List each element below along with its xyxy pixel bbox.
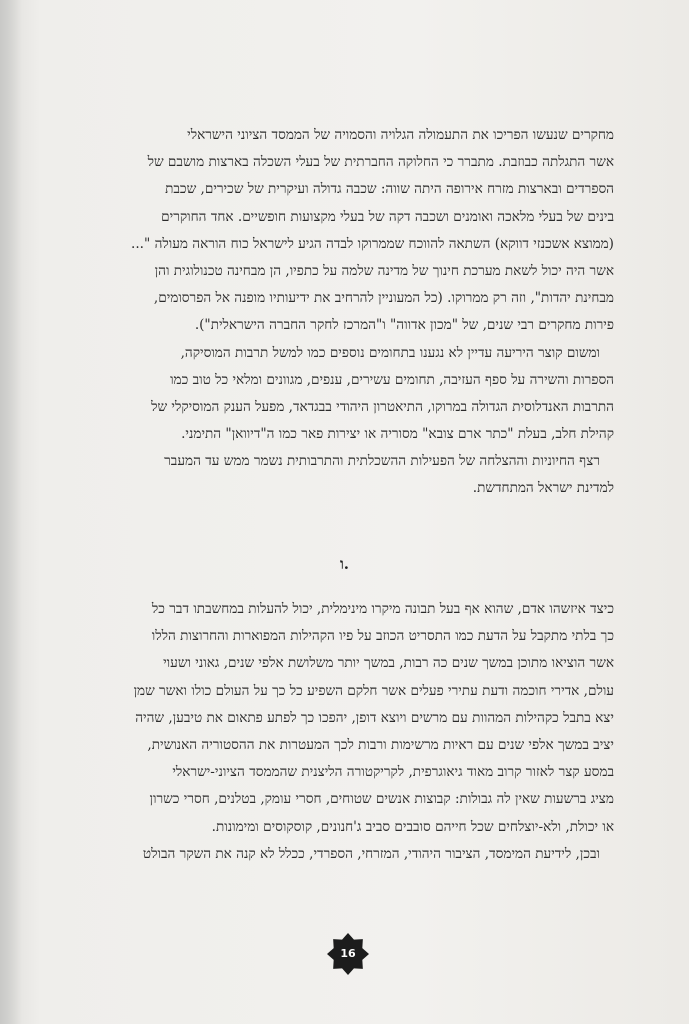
text-line: מחקרים שנעשו הפריכו את התעמולה הגלויה והסמויה של הממסד הציוני הישראלי <box>187 127 614 143</box>
text-line: ומשום קוצר היריעה עדיין לא נגענו בתחומים נוספים כמו למשל תרבות המוסיקה, <box>180 344 600 361</box>
text-line: ובכן, לידיעת המימסד, הציבור היהודי, המזרחי, הספרדי, ככלל לא קנה את השקר הבולט <box>142 845 600 862</box>
text-line: יציב במשך אלפי שנים עם ראיות מרשימות ורבות לכך המעטרות את ההסטוריה האנושית, <box>147 736 614 753</box>
text-line: יצא בתבל כקהילות המהוות עם מרשים ויוצא דופן, יהפכו כך לפתע פתאום את טיבען, שהיה <box>135 709 614 726</box>
text-line: למדינת ישראל המתחדשת. <box>472 480 614 497</box>
text-line: (ממוצא אשכנזי דווקא) השתאה להווכח שממרוקו לבדה הגיע לישראל כוח הוראה מעולה "... <box>131 235 614 252</box>
text-line: או יכולת, ולא-יוצלחים שכל חייהם סובבים סביב ג'חנונים, קוסקוסים ומימונות. <box>211 818 614 835</box>
text-line: הספרות והשירה על ספף העזיבה, תחומים עשירים, ענפים, מגוונים ומלאי כל טוב כמו <box>170 371 614 388</box>
page-number: 16 <box>340 947 356 960</box>
body-text-bottom <box>74 596 614 868</box>
text-line: קהילת חלב, בעלת "כתר ארם צובא" מסוריה או יצירות פאר כמו ה"דיוואן" התימני. <box>181 426 614 443</box>
text-line: מבחינת יהדות", וזה רק ממרוקו. (כל המעוניין להרחיב את ידיעותיו מופנה אל הפרסומים, <box>153 290 614 307</box>
text-line: אשר הוציאו מתוכן במשך שנים כה רבות, במשך יותר משלושת אלפי שנים, גאוני ושעוי <box>163 655 614 672</box>
text-line: עולם, אדירי חוכמה ודעת עתירי פעלים אשר חלקם השפיע כל כך על העולם כולו ואשר שמן <box>133 682 614 699</box>
body-text-top <box>74 122 614 503</box>
text-line: אשר היה יכול לשאת מערכת חינוך של מדינה שלמה על כתפיו, הן מבחינה טכנולוגית והן <box>154 262 614 279</box>
page-number-badge <box>326 932 370 976</box>
text-line: מציג ברשעות שאין לה גבולות: קבוצות אנשים שטוחים, חסרי עומק, בטלנים, חסרי כשרון <box>149 791 614 808</box>
text-line: במסע קצר לאזור קרוב מאוד גיאוגרפית, לקריקטורה הליצנית שהממסד הציוני-ישראלי <box>172 764 614 781</box>
text-line: בינים של בעלי מלאכה ואומנים ושכבה דקה של בעלי מקצועות חופשיים. אחד החוקרים <box>161 208 614 225</box>
text-line: הספרדים ובארצות מזרח אירופה היתה שווה: שכבה גדולה ועיקרית של שכירים, שכבת <box>165 181 614 198</box>
text-line: כיצד איזשהו אדם, שהוא אף בעל תבונה מיקרו מינימלית, יכול להעלות במחשבתו דבר כל <box>151 601 614 617</box>
text-line: פירות מחקרים רבי שנים, של "מכון אדווה" ו"המרכז לחקר החברה הישראלית"). <box>194 317 614 334</box>
text-line: כך בלתי מתקבל על הדעת כמו התסריט הכוזב על פיו הקהילות המפוארות והחרוצות הללו <box>151 628 614 645</box>
page-gutter-shadow <box>0 0 22 1024</box>
text-line: התרבות האנדלוסית הגדולה במרוקו, התיאטרון היהודי בבגדאד, מפעל הענק המוסיקלי של <box>151 398 614 415</box>
text-line: אשר התגלתה כבוזבת. מתברר כי החלוקה החברתית של בעלי השכלה בארצות מושבם של <box>147 154 614 171</box>
section-heading: ו. <box>339 555 350 573</box>
text-line: רצף החיוניות וההצלחה של הפעילות ההשכלתית והתרבותית נשמר ממש עד המעבר <box>164 453 600 470</box>
